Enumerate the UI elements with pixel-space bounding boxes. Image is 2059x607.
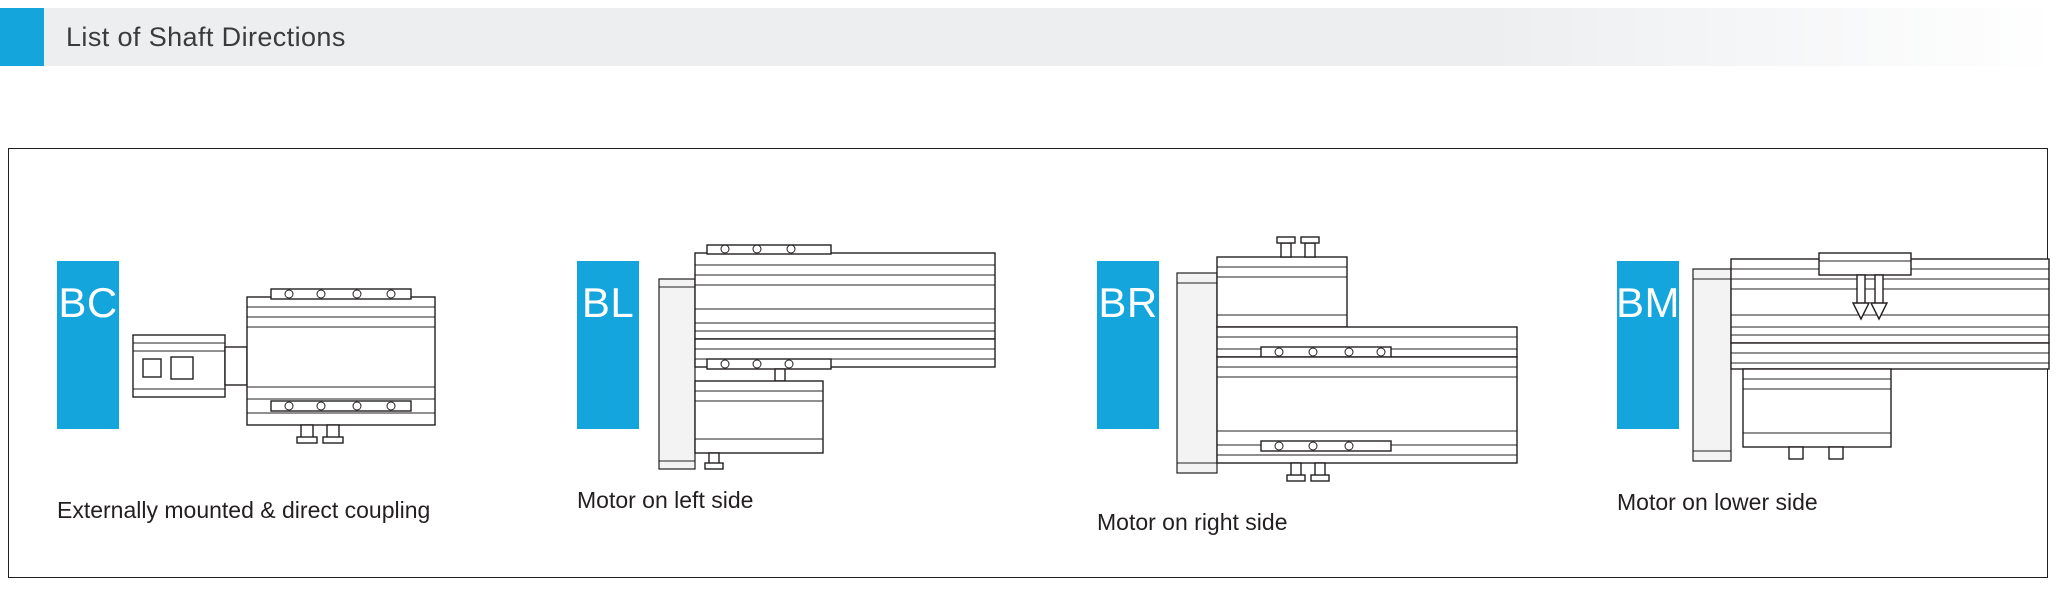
caption-bc: Externally mounted & direct coupling — [57, 497, 431, 523]
linear-actuator-direct-coupling-icon — [125, 267, 445, 477]
code-badge-bl: BL — [577, 261, 639, 429]
shaft-direction-item-bc — [57, 149, 477, 577]
shaft-direction-item-br — [1097, 149, 1537, 577]
code-badge-bm: BM — [1617, 261, 1679, 429]
shaft-direction-item-bl — [577, 149, 997, 577]
linear-actuator-motor-right-icon — [1169, 231, 1529, 501]
shaft-direction-items — [9, 149, 2047, 577]
code-badge-bc: BC — [57, 261, 119, 429]
shaft-direction-item-bm — [1617, 149, 2047, 577]
linear-actuator-motor-lower-icon — [1685, 241, 2055, 491]
code-badge-br: BR — [1097, 261, 1159, 429]
page-title: List of Shaft Directions — [66, 21, 346, 52]
caption-bm: Motor on lower side — [1617, 489, 1818, 515]
header-accent-block — [0, 8, 44, 66]
page-header — [0, 8, 2059, 66]
linear-actuator-motor-left-icon — [649, 231, 999, 491]
caption-bl: Motor on left side — [577, 487, 754, 513]
caption-br: Motor on right side — [1097, 509, 1288, 535]
shaft-directions-panel — [8, 148, 2048, 578]
